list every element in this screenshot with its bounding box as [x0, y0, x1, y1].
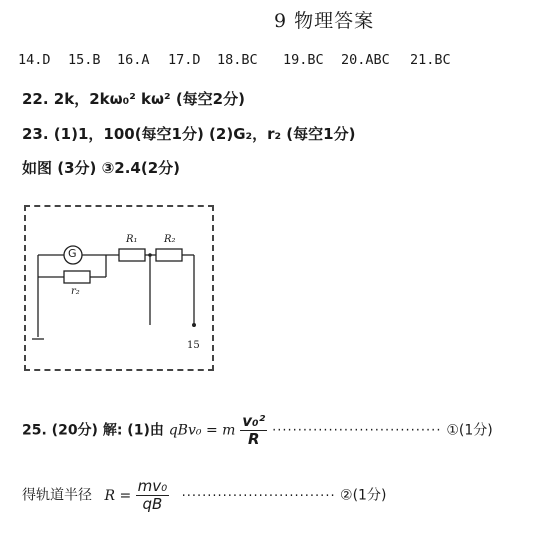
choice-answer: 19.BC: [283, 52, 324, 68]
page-title: 9 物理答案: [274, 10, 375, 32]
answer-23-part2: 如图 (3分) ③2.4(2分): [22, 159, 181, 177]
choice-answer: 15.B: [68, 52, 101, 68]
score-mark-2: ②(1分): [340, 487, 387, 504]
answer-25-intro: 25. (20分) 解: (1)由: [22, 422, 164, 439]
circuit-diagram: [24, 205, 214, 371]
equation-lhs: qBv₀ = m: [168, 422, 236, 439]
answer-22: 22. 2k，2kω₀² kω² (每空2分): [22, 90, 245, 108]
fraction-mv-over-qb: [136, 478, 170, 513]
choice-answer: 18.BC: [217, 52, 258, 68]
choice-answer: 21.BC: [410, 52, 451, 68]
galvanometer-label: G: [68, 247, 77, 260]
fraction-denominator: R: [247, 430, 260, 448]
choice-answer: 17.D: [168, 52, 201, 68]
leader-dots: ······························: [181, 488, 336, 504]
terminal-label: 15: [187, 340, 200, 351]
fraction-denominator: qB: [142, 495, 163, 513]
leader-dots: ·································: [272, 423, 442, 439]
choice-answer: 20.ABC: [341, 52, 390, 68]
answer-25-line1: [22, 413, 493, 448]
equation-lhs-2: R =: [104, 487, 132, 504]
r2-label: R₂: [164, 234, 176, 245]
answer-25-line2: [22, 478, 386, 513]
choice-answer: 14.D: [18, 52, 51, 68]
radius-prefix: 得轨道半径: [22, 487, 92, 504]
fraction-numerator: v₀²: [242, 412, 266, 430]
r1-label: R₁: [126, 234, 138, 245]
choice-answer: 16.A: [117, 52, 150, 68]
fraction-v-squared-over-r: [240, 413, 267, 448]
answer-23-part1: 23. (1)1，100(每空1分) (2)G₂，r₂ (每空1分): [22, 125, 356, 143]
score-mark-1: ①(1分): [446, 422, 493, 439]
circuit-drawing: [26, 207, 212, 369]
fraction-numerator: mv₀: [137, 477, 168, 495]
shunt-label: r₂: [71, 286, 80, 297]
